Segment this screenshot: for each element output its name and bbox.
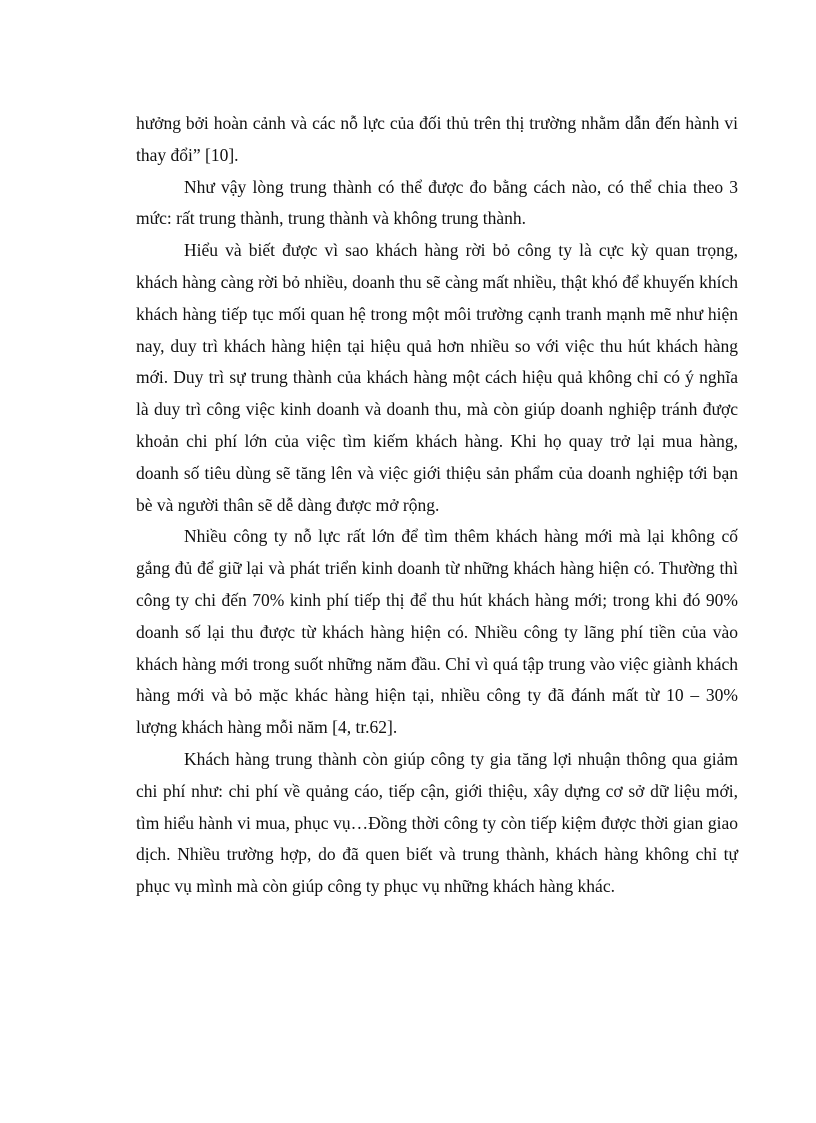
paragraph-2: Như vậy lòng trung thành có thể được đo bằng cách nào, có thể chia theo 3 mức: rất trung thành, trung thành và không trung thành. [136,176,738,229]
document-page [136,108,738,903]
paragraph-3: Hiểu và biết được vì sao khách hàng rời bỏ công ty là cực kỳ quan trọng, khách hàng càng rời bỏ nhiều, doanh thu sẽ càng mất nhiều, thật khó để khuyến khích khách hàng tiếp tục mối quan hệ trong một môi trường cạnh tranh mạnh mẽ như hiện nay, duy trì khách hàng hiện tại hiệu quả hơn nhiều so với việc thu hút khách hàng mới. Duy trì sự trung thành của khách hàng một cách hiệu quả không chỉ có ý nghĩa là duy trì công việc kinh doanh và doanh thu, mà còn giúp doanh nghiệp tránh được khoản chi phí lớn của việc tìm kiếm khách hàng. Khi họ quay trở lại mua hàng, doanh số tiêu dùng sẽ tăng lên và việc giới thiệu sản phẩm của doanh nghiệp tới bạn bè và người thân sẽ dễ dàng được mở rộng. [136,240,738,515]
paragraph-1: hưởng bởi hoàn cảnh và các nỗ lực của đối thủ trên thị trường nhằm dẫn đến hành vi thay đổi” [10]. [136,113,738,165]
paragraph-4: Nhiều công ty nỗ lực rất lớn để tìm thêm khách hàng mới mà lại không cố gắng đủ để giữ lại và phát triển kinh doanh từ những khách hàng hiện có. Thường thì công ty chi đến 70% kinh phí tiếp thị để thu hút khách hàng mới; trong khi đó 90% doanh số lại thu được từ khách hàng hiện có. Nhiều công ty lãng phí tiền của vào khách hàng mới trong suốt những năm đầu. Chỉ vì quá tập trung vào việc giành khách hàng mới và bỏ mặc khác hàng hiện tại, nhiều công ty đã đánh mất từ 10 – 30% lượng khách hàng mỗi năm [4, tr.62]. [136,526,738,738]
paragraph-5: Khách hàng trung thành còn giúp công ty gia tăng lợi nhuận thông qua giảm chi phí như: chi phí về quảng cáo, tiếp cận, giới thiệu, xây dựng cơ sở dữ liệu mới, tìm hiểu hành vi mua, phục vụ…Đồng thời công ty còn tiếp kiệm được thời gian giao dịch. Nhiều trường hợp, do đã quen biết và trung thành, khách hàng không chỉ tự phục vụ mình mà còn giúp công ty phục vụ những khách hàng khác. [136,748,738,897]
